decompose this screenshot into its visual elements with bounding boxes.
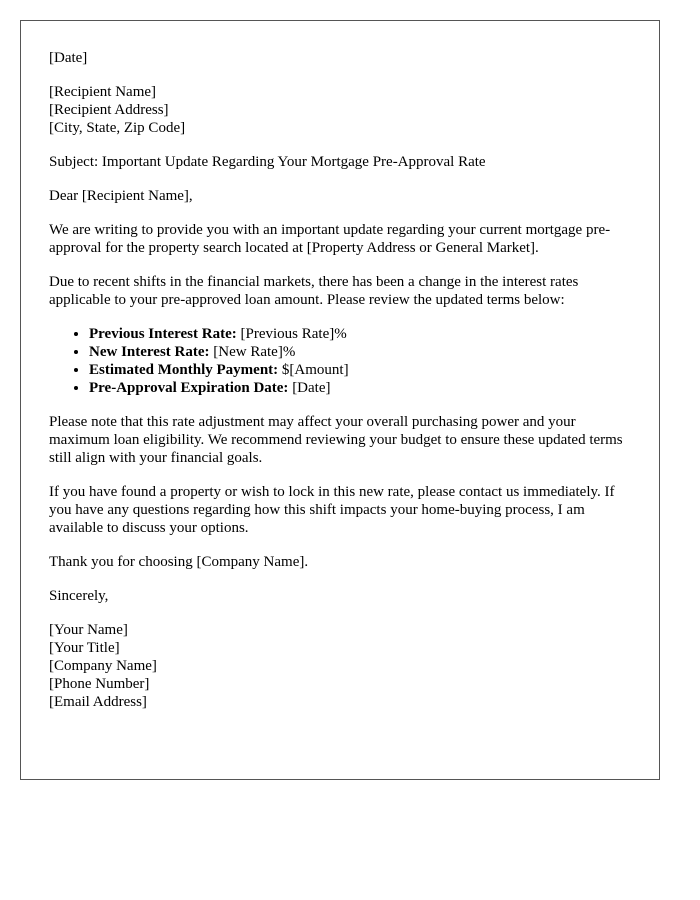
term-monthly-payment: [89, 361, 631, 379]
intro-paragraph: We are writing to provide you with an important update regarding your current mortgage pre-approval for the property search located at [Property Address or General Market].: [49, 222, 611, 256]
term-value: [New Rate]%: [209, 344, 296, 360]
rate-change-paragraph: Due to recent shifts in the financial markets, there has been a change in the interest rates applicable to your pre-approved loan amount. Please review the updated terms below:: [49, 274, 579, 308]
signature-email: [Email Address]: [49, 694, 147, 710]
letter-subject: Subject: Important Update Regarding Your Mortgage Pre-Approval Rate: [49, 154, 486, 170]
term-label: Previous Interest Rate:: [89, 326, 237, 342]
salutation: Dear [Recipient Name],: [49, 188, 193, 204]
signature-phone: [Phone Number]: [49, 676, 150, 692]
recipient-name: [Recipient Name]: [49, 84, 157, 100]
letter-date: [Date]: [49, 50, 88, 66]
term-previous-rate: [89, 325, 631, 343]
signature-title: [Your Title]: [49, 640, 120, 656]
closing-line: Sincerely,: [49, 588, 109, 604]
term-new-rate: [89, 343, 631, 361]
term-value: [Previous Rate]%: [236, 326, 347, 342]
updated-terms-list: [49, 325, 631, 397]
term-label: Pre-Approval Expiration Date:: [89, 380, 289, 396]
letter-page: [20, 20, 660, 780]
signature-block: [49, 621, 631, 711]
recipient-block: [49, 83, 631, 137]
term-expiration-date: [89, 379, 631, 397]
signature-name: [Your Name]: [49, 622, 128, 638]
term-value: [Date]: [288, 380, 331, 396]
term-value: $[Amount]: [278, 362, 349, 378]
impact-paragraph: Please note that this rate adjustment may affect your overall purchasing power and your maximum loan eligibility. We recommend reviewing your budget to ensure these updated terms still align with your financial goals.: [49, 414, 623, 466]
recipient-city-state-zip: [City, State, Zip Code]: [49, 120, 186, 136]
contact-paragraph: If you have found a property or wish to lock in this new rate, please contact us immediately. If you have any questions regarding how this shift impacts your home-buying process, I am available to discuss your options.: [49, 484, 615, 536]
thanks-line: Thank you for choosing [Company Name].: [49, 554, 309, 570]
term-label: New Interest Rate:: [89, 344, 210, 360]
recipient-address: [Recipient Address]: [49, 102, 169, 118]
signature-company: [Company Name]: [49, 658, 157, 674]
term-label: Estimated Monthly Payment:: [89, 362, 279, 378]
